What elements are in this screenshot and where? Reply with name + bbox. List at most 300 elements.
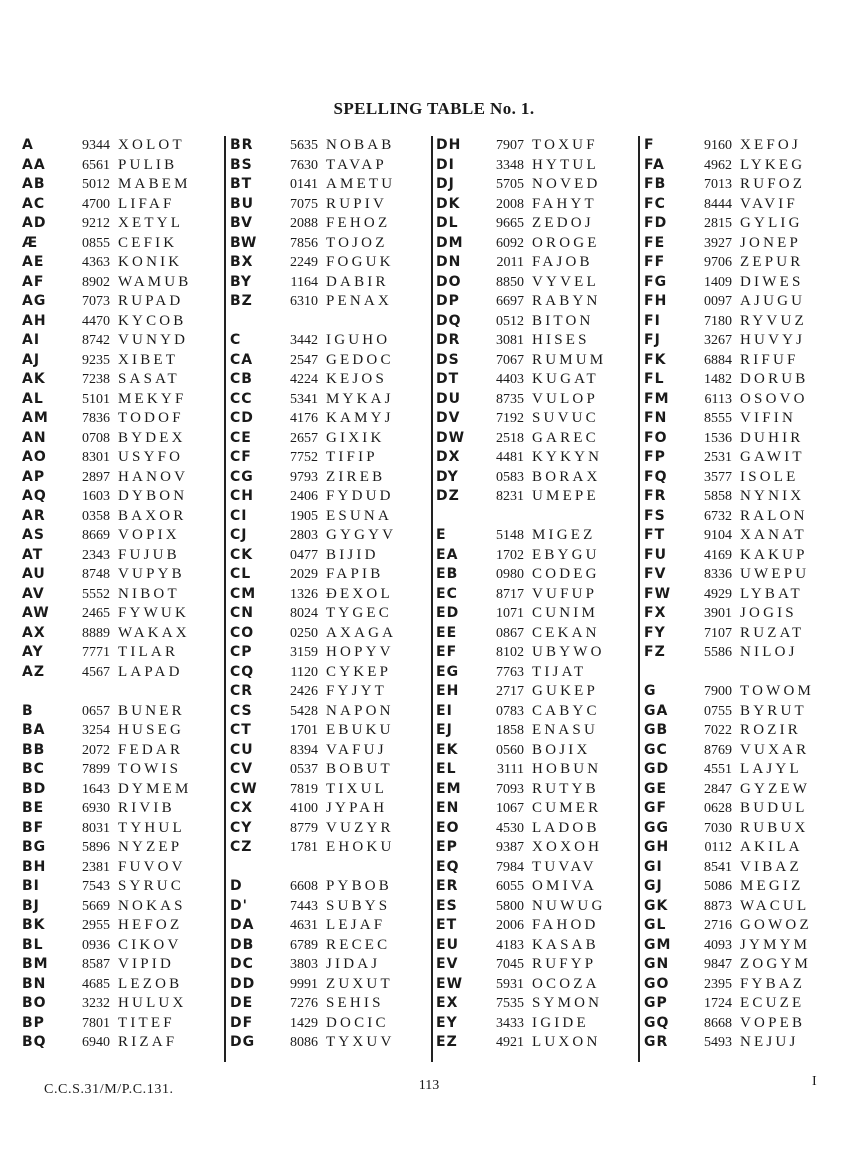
- table-row: [644, 858, 848, 878]
- page-title: SPELLING TABLE No. 1.: [333, 99, 535, 118]
- table-row: [22, 429, 218, 449]
- table-row: [644, 897, 848, 917]
- table-row: [436, 858, 632, 878]
- table-row: [22, 624, 218, 644]
- row-word: HISES: [532, 332, 590, 348]
- row-word: VUPYB: [118, 566, 185, 582]
- table-row: [644, 507, 848, 527]
- table-row: [230, 897, 426, 917]
- table-row: [230, 799, 426, 819]
- table-row: [436, 916, 632, 936]
- row-number: 8541: [704, 859, 732, 875]
- row-word: DYMEM: [118, 780, 192, 797]
- row-code: EZ: [436, 1034, 458, 1050]
- row-code: AD: [22, 215, 47, 231]
- row-word: DYBON: [118, 488, 188, 504]
- row-number: 0112: [704, 840, 732, 855]
- row-code: FS: [644, 507, 666, 524]
- row-number: 4530: [496, 820, 524, 836]
- row-number: 2547: [290, 352, 318, 368]
- row-number: 4183: [496, 937, 524, 953]
- row-number: 8742: [82, 333, 110, 348]
- row-word: DORUB: [740, 371, 809, 387]
- row-word: FEDAR: [118, 741, 184, 758]
- table-row: [22, 507, 218, 527]
- row-number: 3433: [496, 1015, 524, 1031]
- row-word: CUMER: [532, 800, 602, 816]
- row-code: DO: [436, 273, 462, 290]
- row-word: ESUNA: [326, 507, 393, 524]
- row-number: 2072: [82, 742, 110, 758]
- page-number: 113: [418, 1078, 440, 1093]
- row-number: 8668: [704, 1015, 732, 1031]
- footer-reference: C.C.S.31/M/P.C.131.: [44, 1082, 174, 1097]
- table-row: [644, 1014, 848, 1034]
- row-number: 7093: [496, 781, 524, 797]
- row-number: 2717: [496, 684, 524, 699]
- row-number: 8231: [496, 489, 524, 504]
- table-row: [22, 487, 218, 507]
- row-number: 7543: [82, 879, 110, 894]
- table-row: [230, 156, 426, 176]
- row-code: FE: [644, 234, 666, 251]
- row-code: C: [230, 332, 242, 348]
- row-number: 8024: [290, 606, 318, 621]
- row-word: RABYN: [532, 293, 601, 309]
- row-number: 6561: [82, 157, 110, 173]
- row-number: 5896: [82, 840, 110, 855]
- table-row: [22, 390, 218, 410]
- row-code: EH: [436, 683, 460, 699]
- row-word: SYRUC: [118, 878, 185, 894]
- table-row: [644, 175, 848, 195]
- row-number: 4093: [704, 937, 732, 953]
- row-code: GA: [644, 702, 669, 719]
- row-code: AM: [22, 410, 49, 426]
- table-row: [22, 702, 218, 722]
- table-row: [22, 780, 218, 800]
- row-code: AF: [22, 273, 45, 290]
- row-word: TODOF: [118, 410, 184, 426]
- table-row: [230, 955, 426, 975]
- table-row: [22, 838, 218, 858]
- row-code: DQ: [436, 312, 462, 329]
- row-word: KONIK: [118, 254, 183, 270]
- row-word: SEHIS: [326, 995, 384, 1011]
- row-number: 1702: [496, 547, 524, 563]
- table-row: [644, 799, 848, 819]
- row-code: E: [436, 527, 447, 543]
- row-code: FR: [644, 488, 667, 504]
- footer-mark: I: [812, 1074, 817, 1089]
- table-row: [22, 156, 218, 176]
- row-number: 6732: [704, 508, 732, 524]
- row-number: 5148: [496, 528, 524, 543]
- row-code: FW: [644, 585, 672, 602]
- row-code: B: [22, 702, 34, 719]
- row-word: TYXUV: [326, 1034, 395, 1050]
- table-row: [22, 448, 218, 468]
- row-code: BU: [230, 195, 255, 212]
- table-row: [230, 858, 426, 878]
- row-code: ER: [436, 878, 459, 894]
- row-code: DF: [230, 1014, 254, 1031]
- row-code: AQ: [22, 488, 47, 504]
- row-word: ENASU: [532, 722, 599, 738]
- row-number: 6884: [704, 352, 732, 368]
- row-code: GP: [644, 995, 668, 1011]
- table-row: [644, 994, 848, 1014]
- row-code: DL: [436, 215, 459, 231]
- row-number: 7535: [496, 996, 524, 1011]
- table-row: [230, 702, 426, 722]
- row-number: 5586: [704, 645, 732, 660]
- row-code: BI: [22, 878, 40, 894]
- table-row: [230, 214, 426, 234]
- table-row: [230, 682, 426, 702]
- row-number: 8587: [82, 957, 110, 972]
- row-number: 7907: [496, 138, 524, 153]
- table-row: [22, 331, 218, 351]
- row-number: 5931: [496, 976, 524, 992]
- table-row: [644, 214, 848, 234]
- row-number: 8735: [496, 391, 524, 407]
- row-number: 9160: [704, 138, 732, 153]
- row-word: HUVYJ: [740, 332, 806, 348]
- row-number: 1536: [704, 430, 732, 446]
- table-row: [230, 195, 426, 215]
- row-code: A: [22, 137, 34, 153]
- table-row: [644, 409, 848, 429]
- row-word: CODEG: [532, 566, 600, 582]
- table-row: [22, 721, 218, 741]
- table-row: [436, 214, 632, 234]
- row-code: BY: [230, 273, 253, 290]
- table-row: [230, 273, 426, 293]
- table-row: [436, 526, 632, 546]
- row-word: RUFOZ: [740, 176, 806, 192]
- row-word: CEFIK: [118, 234, 178, 251]
- table-row: [230, 351, 426, 371]
- row-word: BOBUT: [326, 761, 393, 777]
- row-number: 4100: [290, 801, 318, 816]
- row-code: DP: [436, 293, 460, 309]
- table-row: [22, 643, 218, 663]
- row-word: OROGE: [532, 234, 600, 251]
- row-word: FYWUK: [118, 605, 189, 621]
- row-number: 4169: [704, 547, 732, 563]
- row-code: BL: [22, 936, 44, 953]
- row-number: 8779: [290, 820, 318, 836]
- table-row: [230, 1033, 426, 1053]
- table-row: [436, 331, 632, 351]
- row-number: 2465: [82, 606, 110, 621]
- row-word: VOPIX: [118, 527, 180, 543]
- table-row: [436, 897, 632, 917]
- table-row: [436, 390, 632, 410]
- row-number: 7899: [82, 762, 110, 777]
- row-code: CA: [230, 351, 254, 368]
- row-word: GYLIG: [740, 215, 803, 231]
- table-row: [436, 370, 632, 390]
- row-code: AR: [22, 507, 46, 524]
- row-number: 2343: [82, 547, 110, 563]
- row-word: SUBYS: [326, 897, 391, 914]
- row-word: HANOV: [118, 468, 189, 485]
- row-code: GB: [644, 722, 669, 738]
- row-number: 2955: [82, 918, 110, 933]
- row-word: TYHUL: [118, 819, 185, 836]
- row-word: MEKYF: [118, 390, 187, 407]
- table-row: [644, 546, 848, 566]
- row-number: 2847: [704, 781, 732, 797]
- row-word: TYGEC: [326, 605, 392, 621]
- row-code: AO: [22, 449, 47, 465]
- table-row: [436, 546, 632, 566]
- table-row: [644, 955, 848, 975]
- row-word: VAFUJ: [326, 741, 387, 758]
- row-number: 2897: [82, 469, 110, 485]
- row-number: 4551: [704, 762, 732, 777]
- row-word: WACUL: [740, 897, 810, 914]
- row-word: BORAX: [532, 468, 601, 485]
- table-row: [230, 312, 426, 332]
- row-word: HOPYV: [326, 644, 394, 660]
- row-code: BR: [230, 137, 254, 153]
- table-row: [22, 526, 218, 546]
- row-number: 5101: [82, 391, 110, 407]
- row-number: 0560: [496, 742, 524, 758]
- row-number: 7900: [704, 684, 732, 699]
- row-word: FYJYT: [326, 683, 388, 699]
- row-number: 5552: [82, 586, 110, 602]
- row-code: EK: [436, 741, 459, 758]
- row-number: 3267: [704, 333, 732, 348]
- row-word: TIXUL: [326, 780, 387, 797]
- table-row: [436, 702, 632, 722]
- row-number: 8717: [496, 586, 524, 602]
- row-word: GYGYV: [326, 527, 397, 543]
- row-code: AH: [22, 312, 47, 329]
- row-code: DS: [436, 351, 460, 368]
- row-word: TOWOM: [740, 683, 815, 699]
- row-word: WAKAX: [118, 624, 190, 641]
- row-code: EL: [436, 761, 457, 777]
- row-word: XANAT: [740, 527, 807, 543]
- row-word: VULOP: [532, 390, 599, 407]
- row-number: 6608: [290, 879, 318, 894]
- row-code: FU: [644, 546, 667, 563]
- table-row: [22, 975, 218, 995]
- row-word: JIDAJ: [326, 956, 381, 972]
- row-code: AA: [22, 156, 46, 173]
- row-code: ET: [436, 917, 458, 933]
- row-word: RUBUX: [740, 819, 809, 836]
- row-number: 8669: [82, 528, 110, 543]
- row-word: FEHOZ: [326, 215, 391, 231]
- row-number: 9793: [290, 469, 318, 485]
- row-word: NIBOT: [118, 585, 180, 602]
- row-code: FL: [644, 371, 665, 387]
- row-word: NUWUG: [532, 897, 606, 914]
- row-word: LAJYL: [740, 761, 802, 777]
- row-code: FJ: [644, 332, 661, 348]
- table-row: [230, 994, 426, 1014]
- row-number: 2249: [290, 255, 318, 270]
- row-word: GAREC: [532, 429, 599, 446]
- row-word: LEZOB: [118, 975, 183, 992]
- row-word: NYZEP: [118, 839, 183, 855]
- table-row: [644, 253, 848, 273]
- row-code: Æ: [22, 234, 39, 251]
- table-row: [436, 604, 632, 624]
- row-code: CR: [230, 683, 254, 699]
- row-number: 6055: [496, 879, 524, 894]
- table-row: [644, 292, 848, 312]
- row-number: 0512: [496, 313, 524, 329]
- row-number: 7022: [704, 723, 732, 738]
- row-number: 1643: [82, 781, 110, 797]
- row-word: FAJOB: [532, 254, 593, 270]
- row-code: BP: [22, 1014, 45, 1031]
- row-code: FM: [644, 390, 670, 407]
- row-number: 5086: [704, 879, 732, 894]
- row-code: GH: [644, 839, 670, 855]
- row-word: PULIB: [118, 156, 178, 173]
- table-row: [22, 253, 218, 273]
- row-word: EHOKU: [326, 839, 395, 855]
- row-word: VIPID: [118, 956, 174, 972]
- row-code: EG: [436, 663, 460, 680]
- row-number: 5705: [496, 177, 524, 192]
- row-code: DD: [230, 975, 256, 992]
- row-code: DZ: [436, 488, 460, 504]
- table-row: [22, 585, 218, 605]
- row-code: GE: [644, 780, 668, 797]
- row-number: 9212: [82, 216, 110, 231]
- row-word: BUDUL: [740, 800, 808, 816]
- row-number: 9235: [82, 352, 110, 368]
- row-word: AXAGA: [326, 624, 397, 641]
- table-row: [230, 1014, 426, 1034]
- row-code: AW: [22, 605, 50, 621]
- row-number: 6940: [82, 1035, 110, 1050]
- table-row: [436, 663, 632, 683]
- row-code: D: [230, 878, 243, 894]
- row-number: 3348: [496, 157, 524, 173]
- row-word: DIWES: [740, 273, 804, 290]
- row-number: 2426: [290, 684, 318, 699]
- table-row: [644, 156, 848, 176]
- row-number: 4176: [290, 411, 318, 426]
- row-code: AK: [22, 371, 46, 387]
- row-number: 9344: [82, 138, 110, 153]
- row-code: CQ: [230, 663, 255, 680]
- table-row: [644, 663, 848, 683]
- table-row: [436, 643, 632, 663]
- row-word: RUTYB: [532, 780, 599, 797]
- row-number: 7075: [290, 196, 318, 212]
- row-word: AJUGU: [740, 293, 806, 309]
- row-word: NOBAB: [326, 137, 395, 153]
- row-word: DUHIR: [740, 429, 804, 446]
- table-row: [644, 760, 848, 780]
- row-number: 3577: [704, 469, 732, 485]
- row-word: JYMYM: [740, 936, 811, 953]
- row-number: 5800: [496, 898, 524, 914]
- row-word: BYRUT: [740, 702, 807, 719]
- row-number: 7801: [82, 1015, 110, 1031]
- table-row: [644, 877, 848, 897]
- row-code: FI: [644, 312, 661, 329]
- row-code: GJ: [644, 878, 663, 894]
- row-number: 3232: [82, 996, 110, 1011]
- table-row: [230, 370, 426, 390]
- row-word: MEGIZ: [740, 878, 804, 894]
- row-code: AI: [22, 332, 41, 348]
- row-word: OCOZA: [532, 975, 600, 992]
- row-code: FG: [644, 273, 668, 290]
- row-code: FX: [644, 605, 667, 621]
- row-number: 1482: [704, 372, 732, 387]
- row-word: KUGAT: [532, 371, 599, 387]
- table-row: [436, 175, 632, 195]
- table-row: [644, 273, 848, 293]
- row-number: 7836: [82, 411, 110, 426]
- table-row: [22, 234, 218, 254]
- table-row: [230, 975, 426, 995]
- table-row: [22, 877, 218, 897]
- row-word: GAWIT: [740, 449, 805, 465]
- row-word: CYKEP: [326, 663, 392, 680]
- row-code: AL: [22, 390, 44, 407]
- row-number: 7856: [290, 235, 318, 251]
- table-row: [230, 234, 426, 254]
- row-number: 2006: [496, 918, 524, 933]
- row-number: 8301: [82, 450, 110, 465]
- table-row: [230, 390, 426, 410]
- table-row: [22, 292, 218, 312]
- row-word: EBYGU: [532, 546, 600, 563]
- row-number: 0783: [496, 703, 524, 719]
- row-number: 3442: [290, 333, 318, 348]
- row-number: 8394: [290, 742, 318, 758]
- table-row: [230, 468, 426, 488]
- table-row: [230, 819, 426, 839]
- row-number: 5635: [290, 138, 318, 153]
- row-number: 7073: [82, 294, 110, 309]
- row-number: 3927: [704, 235, 732, 251]
- row-code: CL: [230, 566, 252, 582]
- row-word: UWEPU: [740, 566, 810, 582]
- row-code: CG: [230, 468, 254, 485]
- row-word: ZIREB: [326, 468, 386, 485]
- row-word: CUNIM: [532, 605, 599, 621]
- row-word: XOXOH: [532, 839, 603, 855]
- row-word: RUZAT: [740, 624, 805, 641]
- row-word: GYZEW: [740, 780, 811, 797]
- row-number: 0537: [290, 762, 318, 777]
- table-row: [22, 409, 218, 429]
- table-row: [230, 624, 426, 644]
- table-row: [22, 273, 218, 293]
- table-row: [230, 253, 426, 273]
- row-code: ES: [436, 897, 458, 914]
- row-number: 6310: [290, 294, 318, 309]
- table-row: [644, 468, 848, 488]
- row-number: 3111: [497, 762, 524, 777]
- row-number: 3159: [290, 645, 318, 660]
